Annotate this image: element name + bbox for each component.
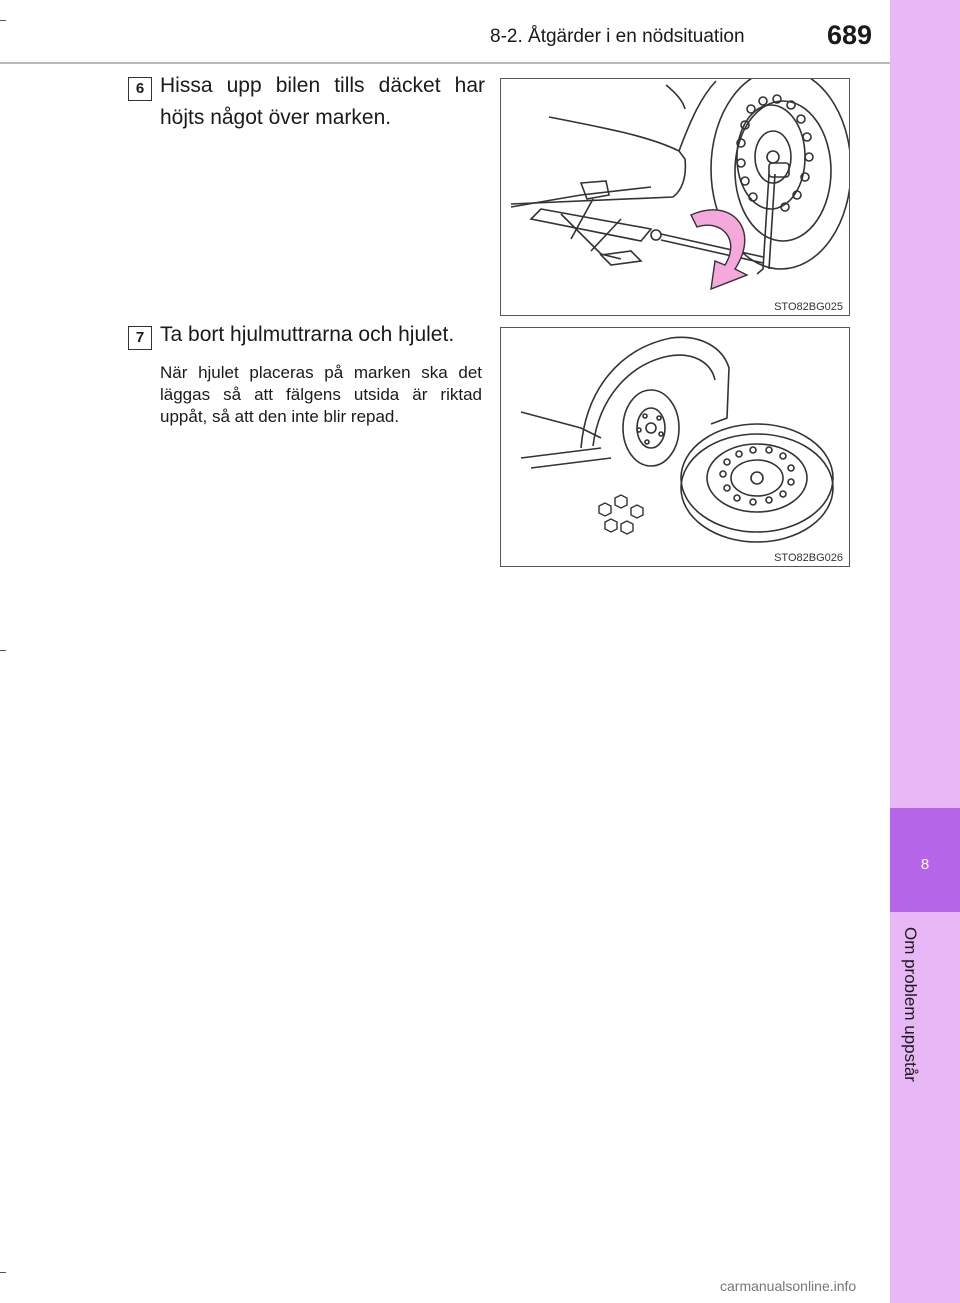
crop-mark	[0, 20, 6, 21]
header-divider	[0, 62, 890, 64]
step-number-7: 7	[128, 326, 152, 350]
chapter-sidebar	[890, 0, 960, 1303]
step-7-text: Ta bort hjulmuttrarna och hjulet.	[160, 323, 455, 346]
jack-illustration	[501, 79, 849, 315]
page-number: 689	[827, 20, 873, 50]
lug-nuts	[599, 495, 643, 534]
figure-code: STO82BG026	[774, 552, 843, 564]
section-title: 8-2. Åtgärder i en nödsituation	[490, 26, 745, 47]
figure-jack-raising	[500, 78, 850, 316]
crop-mark	[0, 1272, 6, 1273]
figure-code: STO82BG025	[774, 301, 843, 313]
figure-wheel-removed	[500, 327, 850, 567]
chapter-number: 8	[920, 856, 930, 873]
chapter-title: Om problem uppstår	[901, 927, 920, 1082]
step-number-6: 6	[128, 77, 152, 101]
wheel-removal-illustration	[501, 328, 849, 566]
step-6-text: Hissa upp bilen tills däcket har höjts något över marken.	[160, 74, 485, 129]
watermark: carmanualsonline.info	[720, 1278, 857, 1294]
step-7-note: När hjulet placeras på marken ska det läggas så att fälgens utsida är riktad uppåt, så att den inte blir repad.	[160, 363, 482, 426]
crop-mark	[0, 650, 6, 651]
